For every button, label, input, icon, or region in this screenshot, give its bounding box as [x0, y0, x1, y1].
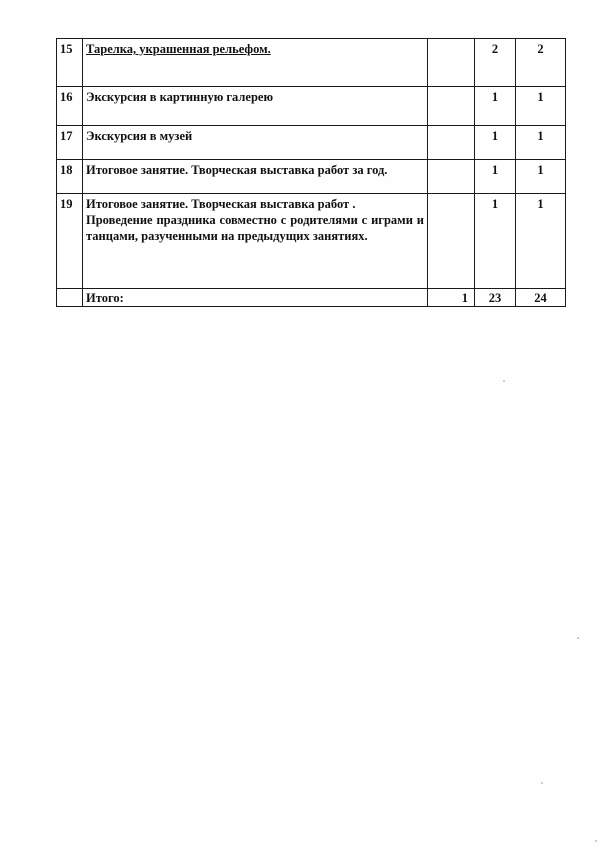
cell-theory: [428, 39, 475, 87]
table-row: [57, 87, 566, 126]
row-title-text: Тарелка, украшенная рельефом.: [86, 42, 271, 56]
cell-total: 2: [516, 39, 566, 87]
cell-theory: [428, 160, 475, 194]
total-theory: 1: [428, 289, 475, 307]
cell-practice: 1: [475, 194, 516, 289]
table-row: [57, 194, 566, 289]
row-number: 18: [57, 160, 83, 194]
table-row: [57, 160, 566, 194]
curriculum-table: [56, 38, 566, 307]
cell-practice: 2: [475, 39, 516, 87]
scan-speck: [595, 840, 597, 842]
table-row: [57, 126, 566, 160]
cell-total: 1: [516, 87, 566, 126]
row-number: 15: [57, 39, 83, 87]
scan-speck: [541, 782, 543, 784]
cell-theory: [428, 126, 475, 160]
cell-practice: 1: [475, 126, 516, 160]
cell-theory: [428, 194, 475, 289]
row-number: 19: [57, 194, 83, 289]
row-number: 16: [57, 87, 83, 126]
cell-total: 1: [516, 160, 566, 194]
total-practice: 23: [475, 289, 516, 307]
row-title: Итоговое занятие. Творческая выставка работ за год.: [83, 160, 428, 194]
cell-total: 1: [516, 194, 566, 289]
row-title: [83, 194, 428, 289]
table-row: [57, 39, 566, 87]
row-number: 17: [57, 126, 83, 160]
row-title: Экскурсия в музей: [83, 126, 428, 160]
row-title: [83, 39, 428, 87]
row-title: Экскурсия в картинную галерею: [83, 87, 428, 126]
row-title-line: Проведение праздника совместно с родителями с играми и танцами, разученными на предыдущих занятиях.: [86, 213, 424, 243]
row-title-line: Итоговое занятие. Творческая выставка работ .: [86, 197, 356, 211]
total-row: [57, 289, 566, 307]
scan-speck: [577, 637, 579, 639]
scan-speck: [503, 380, 505, 382]
total-sum: 24: [516, 289, 566, 307]
row-number-empty: [57, 289, 83, 307]
cell-practice: 1: [475, 87, 516, 126]
cell-total: 1: [516, 126, 566, 160]
total-label: Итого:: [83, 289, 428, 307]
cell-theory: [428, 87, 475, 126]
cell-practice: 1: [475, 160, 516, 194]
